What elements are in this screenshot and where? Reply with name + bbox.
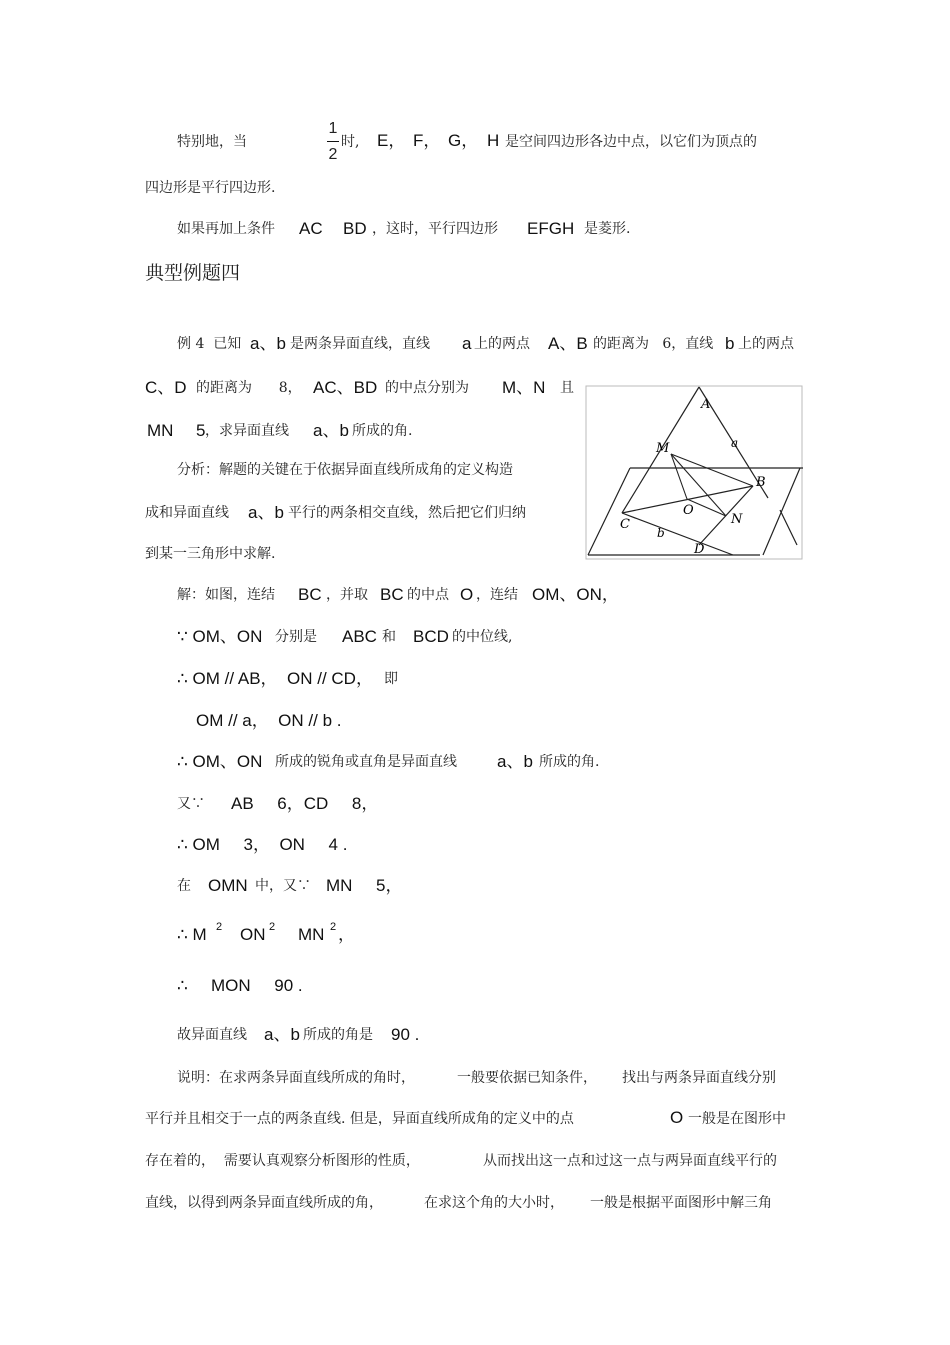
note-l1c: 找出与两条异面直线分别 [622, 1070, 776, 1086]
note-l2a: 平行并且相交于一点的两条直线. 但是，异面直线所成角的定义中的点 [145, 1111, 574, 1127]
example-l3b: 所成的角. [352, 423, 413, 439]
example-l2b: 的中点分别为 [385, 380, 469, 396]
para2-prefix: 如果再加上条件 [177, 221, 275, 237]
analysis-l2b: 平行的两条相交直线，然后把它们归纳 [288, 505, 526, 521]
analysis-ab: a、b [248, 503, 284, 522]
label-D: D [694, 542, 705, 557]
sol-s2d: 的中位线, [452, 629, 513, 645]
example-l1a: 例 4 已知 [177, 336, 242, 352]
example-a1: a [462, 334, 472, 353]
sol-s6b: AB 6，CD 8， [231, 794, 379, 813]
example-l2a: 的距离为 8， [196, 380, 302, 396]
note-O: O [670, 1108, 684, 1127]
sol-sup3: 2 [330, 921, 337, 933]
example-five: 5 [196, 421, 206, 440]
label-C: C [620, 517, 630, 532]
segment-MB [671, 454, 753, 486]
sol-s2b: 分别是 [275, 629, 317, 645]
line-b [622, 513, 733, 555]
segment-MN [671, 454, 726, 516]
para1-prefix: 特别地，当 [177, 134, 247, 150]
example-ab1: a、b [250, 334, 286, 353]
note-l3a: 存在着的， 需要认真观察分析图形的性质， [145, 1153, 420, 1169]
sol-O1: O [460, 585, 474, 604]
sol-s9a: ∴ M [177, 925, 207, 944]
point-F: F， [413, 131, 441, 150]
sol-s2a: ∵ OM、ON [177, 627, 263, 646]
example-l1d: 的距离为 6，直线 [593, 336, 714, 352]
note-l4b: 在求这个角的大小时， [424, 1195, 564, 1211]
plane-side-mark [780, 510, 797, 545]
sol-ABC: ABC [342, 627, 377, 646]
sol-BC2: BC [380, 585, 404, 604]
sol-OMON1: OM、ON， [532, 585, 619, 604]
para2-suffix: 是菱形. [584, 221, 631, 237]
sol-s5b: 所成的锐角或直角是异面直线 [275, 754, 457, 770]
plane-right-edge [763, 468, 800, 555]
label-b: b [657, 526, 665, 540]
sol-s8a: 在 [177, 878, 191, 894]
sol-BCD: BCD [413, 627, 449, 646]
note-l4c: 一般是根据平面图形中解三角 [590, 1195, 772, 1211]
segment-MO [671, 454, 687, 499]
sol-s5a: ∴ OM、ON [177, 752, 263, 771]
sol-s3: ∴ OM // AB， ON // CD， [177, 669, 373, 688]
sol-sup2: 2 [269, 921, 276, 933]
analysis-l3: 到某一三角形中求解. [145, 546, 276, 562]
para1-line2: 四边形是平行四边形. [145, 180, 276, 196]
sol-s10b: MON 90 . [211, 976, 303, 995]
sol-s9b: ON [240, 925, 266, 944]
example-l1b: 是两条异面直线，直线 [290, 336, 430, 352]
label-A: A [701, 397, 711, 412]
example-l3a: ，求异面直线 [205, 423, 289, 439]
point-E: E， [377, 131, 406, 150]
example-b1: b [725, 334, 735, 353]
sol-BC1: BC [298, 585, 322, 604]
sol-s3b: 即 [384, 671, 398, 687]
sol-s6a: 又∵ [177, 796, 205, 812]
sol-s8c: MN 5， [326, 876, 403, 895]
example-CD1: C、D [145, 378, 187, 397]
sol-s1a: 解：如图，连结 [177, 587, 275, 603]
sol-sup1: 2 [216, 921, 223, 933]
quad-EFGH: EFGH [527, 219, 575, 238]
sol-s9d: ， [338, 925, 355, 944]
note-l2b: 一般是在图形中 [688, 1111, 786, 1127]
example-MN2: MN [147, 421, 174, 440]
example-AB1: A、B [548, 334, 588, 353]
sol-s11b: 所成的角是 [303, 1027, 373, 1043]
sol-ninety: 90 . [391, 1025, 420, 1044]
label-a: a [731, 436, 739, 450]
sol-s5c: 所成的角. [539, 754, 600, 770]
sol-s1b: ，并取 [326, 587, 368, 603]
note-l1b: 一般要依据已知条件， [457, 1070, 597, 1086]
sol-s9c: MN [298, 925, 325, 944]
point-G: G， [448, 131, 479, 150]
sol-s8b: 中，又∵ [255, 878, 311, 894]
plane-left-edge [588, 468, 630, 555]
label-N: N [731, 512, 743, 527]
fraction-denominator: 2 [328, 146, 338, 163]
note-l3b: 从而找出这一点和过这一点与两异面直线平行的 [483, 1153, 777, 1169]
example-l1e: 上的两点 [738, 336, 794, 352]
label-M: M [656, 441, 670, 456]
figure-frame [586, 386, 802, 559]
analysis-l2a: 成和异面直线 [145, 505, 229, 521]
example-l2c: 且 [560, 380, 574, 396]
label-B: B [756, 475, 766, 490]
segment-BD: BD [343, 219, 367, 238]
sol-OMN: OMN [208, 876, 248, 895]
sol-s4: OM // a， ON // b . [196, 711, 342, 730]
analysis-l1: 分析：解题的关键在于依据异面直线所成角的定义构造 [177, 462, 513, 478]
fraction-numerator: 1 [328, 120, 338, 137]
sol-s1d: ，连结 [476, 587, 518, 603]
example-ab2: a、b [313, 421, 349, 440]
example-MN1: M、N [502, 378, 546, 397]
fraction-bar [327, 141, 339, 142]
sol-s11a: 故异面直线 [177, 1027, 247, 1043]
label-O: O [683, 503, 694, 518]
sol-ab: a、b [497, 752, 533, 771]
sol-s1c: 的中点 [407, 587, 449, 603]
sol-s10a: ∴ [177, 976, 188, 995]
geometry-figure [585, 385, 803, 560]
example-l1c: 上的两点 [474, 336, 530, 352]
note-l1a: 说明：在求两条异面直线所成的角时， [177, 1070, 415, 1086]
example-ACBD: AC、BD [313, 378, 378, 397]
para2-mid: ，这时，平行四边形 [372, 221, 498, 237]
para1-rest: 是空间四边形各边中点，以它们为顶点的 [505, 134, 757, 150]
sol-s2c: 和 [382, 629, 396, 645]
sol-ab2: a、b [264, 1025, 300, 1044]
note-l4a: 直线，以得到两条异面直线所成的角， [145, 1195, 383, 1211]
segment-AC: AC [299, 219, 323, 238]
point-H: H [487, 131, 500, 150]
para1-time: 时, [341, 134, 360, 150]
sol-s7: ∴ OM 3， ON 4 . [177, 835, 348, 854]
section-heading: 典型例题四 [145, 262, 241, 284]
